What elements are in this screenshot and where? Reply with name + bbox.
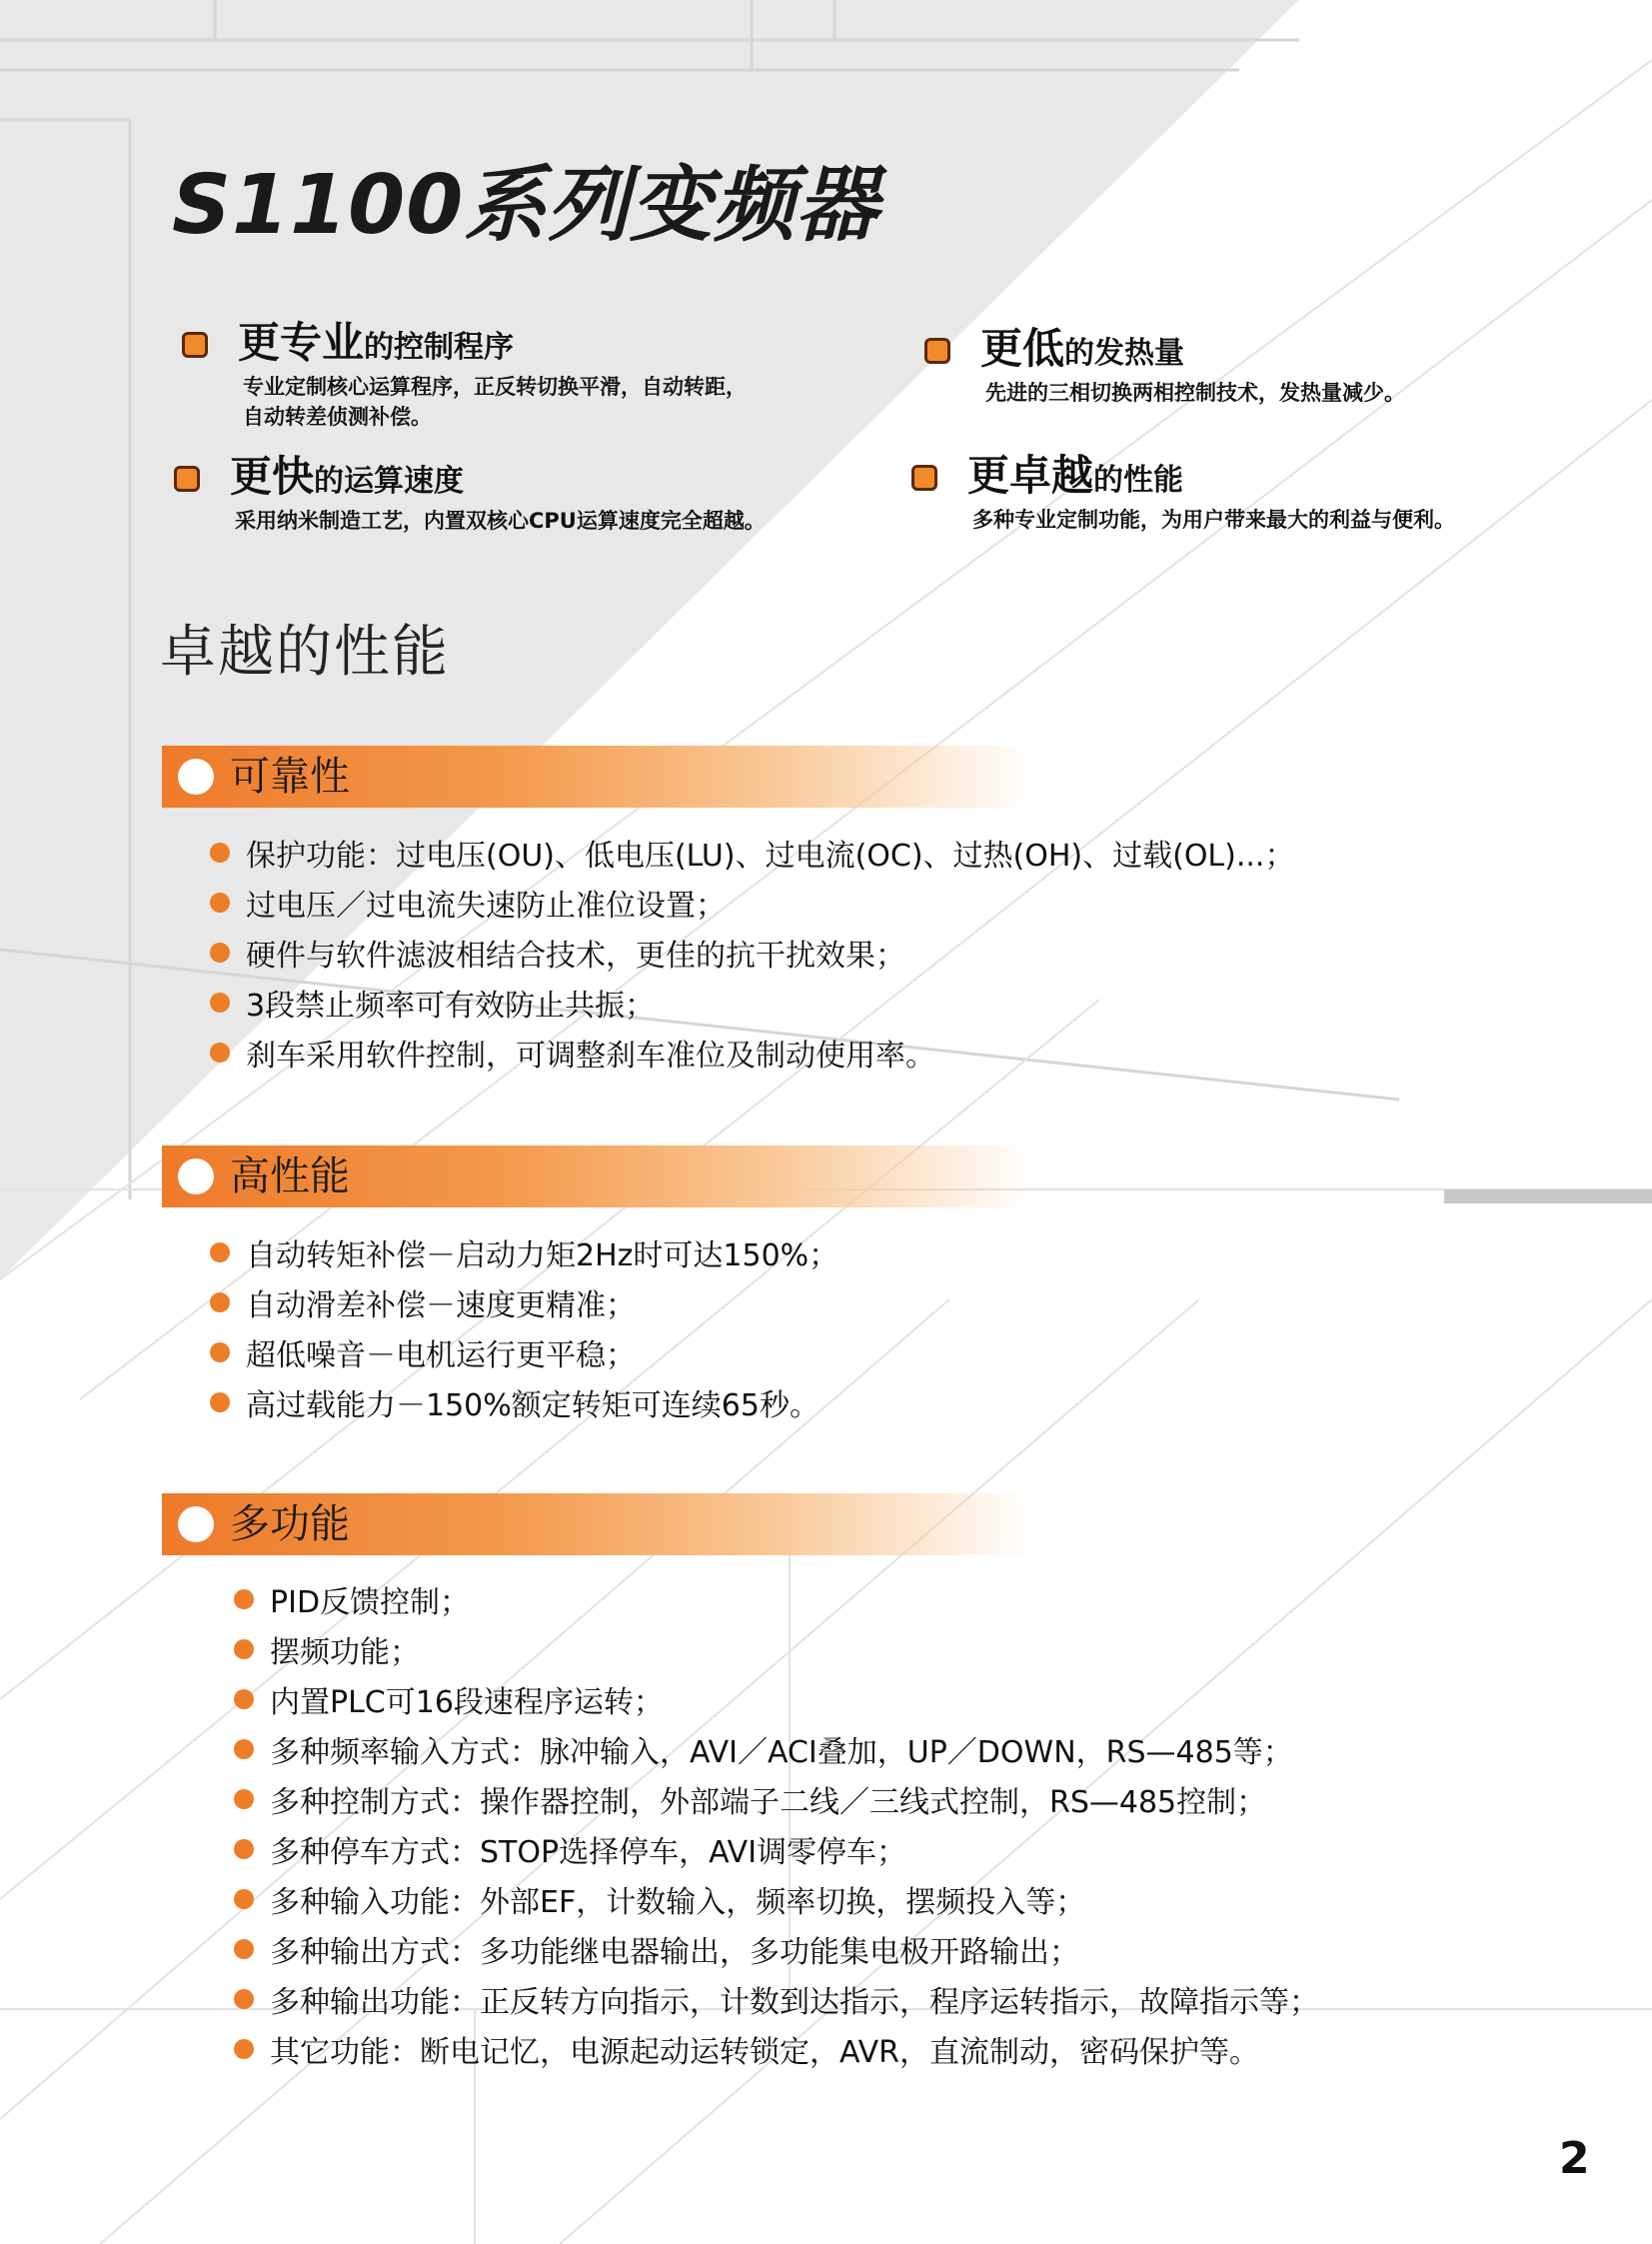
feature-emphasis: 更卓越 (967, 451, 1094, 500)
section-label: 高性能 (230, 1153, 350, 1199)
list-item-text: 刹车采用软件控制，可调整刹车准位及制动使用率。 (246, 1039, 935, 1074)
section-label: 多功能 (230, 1501, 350, 1547)
description-line: 采用纳米制造工艺，内置双核心CPU运算速度完全超越。 (235, 509, 766, 533)
square-bullet-icon (182, 332, 208, 358)
list-item (234, 1624, 1319, 1674)
section-band-reliability (162, 746, 1031, 808)
list-item-text: 超低噪音－电机运行更平稳； (246, 1338, 636, 1373)
list-item (210, 828, 1294, 878)
list-item-text: 摆频功能； (270, 1635, 420, 1670)
dot-bullet-icon (234, 2039, 254, 2059)
square-bullet-icon (911, 465, 937, 491)
list-item-text: 其它功能：断电记忆，电源起动运转锁定，AVR，直流制动，密码保护等。 (270, 2035, 1259, 2070)
feature-heading (911, 451, 1611, 500)
dot-bullet-icon (234, 1789, 254, 1809)
feature-description (972, 505, 1611, 535)
feature-professional (182, 318, 881, 432)
page-title: S1100系列变频器 (172, 158, 879, 253)
section-label: 可靠性 (230, 754, 350, 800)
list-item-text: 高过载能力－150%额定转矩可连续65秒。 (246, 1388, 820, 1423)
dot-bullet-icon (210, 843, 230, 863)
dot-bullet-icon (210, 1342, 230, 1362)
multifunction-list (234, 1574, 1319, 2074)
section-heading: 卓越的性能 (160, 620, 450, 685)
feature-description (243, 372, 881, 432)
feature-heading (924, 324, 1624, 373)
list-item (234, 1674, 1319, 1724)
dot-bullet-icon (234, 1739, 254, 1759)
list-item-text: 保护功能：过电压(OU)、低电压(LU)、过电流(OC)、过热(OH)、过载(OL)...； (246, 839, 1295, 874)
dot-bullet-icon (210, 943, 230, 963)
list-item-text: 硬件与软件滤波相结合技术，更佳的抗干扰效果； (246, 939, 905, 974)
list-item-text: PID反馈控制； (270, 1585, 471, 1620)
square-bullet-icon (174, 466, 200, 492)
feature-suffix: 的发热量 (1064, 336, 1185, 371)
dot-bullet-icon (234, 1589, 254, 1609)
dot-bullet-icon (210, 1242, 230, 1262)
list-item (234, 1574, 1319, 1624)
feature-suffix: 的性能 (1093, 463, 1184, 498)
list-item-text: 多种输出方式：多功能继电器输出，多功能集电极开路输出； (270, 1935, 1079, 1970)
list-item-text: 多种频率输入方式：脉冲输入，AVI／ACI叠加，UP／DOWN，RS—485等； (270, 1735, 1293, 1770)
dot-bullet-icon (234, 1639, 254, 1659)
feature-emphasis: 更专业 (238, 318, 365, 367)
dot-bullet-icon (234, 1689, 254, 1709)
list-item (210, 1277, 838, 1327)
feature-low-heat (924, 324, 1624, 408)
dot-bullet-icon (210, 893, 230, 913)
feature-description (985, 378, 1624, 408)
dot-bullet-icon (234, 1939, 254, 1959)
section-band-multifunction (162, 1493, 1031, 1555)
dot-bullet-icon (234, 1889, 254, 1909)
feature-description (235, 506, 873, 536)
list-item-text: 多种输出功能：正反转方向指示，计数到达指示，程序运转指示，故障指示等； (270, 1985, 1319, 2020)
list-item (210, 1028, 1294, 1078)
feature-heading (174, 452, 873, 501)
feature-emphasis: 更快 (230, 452, 315, 501)
circle-bullet-icon (178, 1506, 214, 1542)
dot-bullet-icon (210, 1392, 230, 1412)
dot-bullet-icon (210, 993, 230, 1013)
description-line: 先进的三相切换两相控制技术，发热量减少。 (985, 381, 1405, 405)
list-item (234, 1724, 1319, 1774)
feature-excellent (911, 451, 1611, 535)
list-item (234, 2024, 1319, 2074)
list-item-text: 自动滑差补偿－速度更精准； (246, 1288, 636, 1323)
reliability-list (210, 828, 1294, 1078)
list-item-text: 3段禁止频率可有效防止共振； (246, 989, 656, 1024)
list-item (210, 878, 1294, 928)
list-item-text: 过电压／过电流失速防止准位设置； (246, 889, 726, 924)
list-item (234, 1874, 1319, 1924)
square-bullet-icon (924, 338, 950, 364)
feature-fast-compute (174, 452, 873, 536)
dot-bullet-icon (210, 1043, 230, 1063)
page-number: 2 (1559, 2133, 1590, 2184)
circle-bullet-icon (178, 1158, 214, 1194)
list-item (234, 1974, 1319, 2024)
dot-bullet-icon (234, 1839, 254, 1859)
list-item (234, 1924, 1319, 1974)
list-item-text: 多种控制方式：操作器控制，外部端子二线／三线式控制，RS—485控制； (270, 1785, 1267, 1820)
dot-bullet-icon (234, 1989, 254, 2009)
list-item (210, 1327, 838, 1377)
list-item-text: 多种停车方式：STOP选择停车，AVI调零停车； (270, 1835, 907, 1870)
performance-list (210, 1227, 838, 1427)
feature-suffix: 的控制程序 (364, 330, 515, 365)
list-item-text: 自动转矩补偿－启动力矩2Hz时可达150%； (246, 1238, 839, 1273)
list-item (210, 928, 1294, 978)
dot-bullet-icon (210, 1292, 230, 1312)
feature-suffix: 的运算速度 (314, 464, 465, 499)
list-item-text: 多种输入功能：外部EF，计数输入，频率切换，摆频投入等； (270, 1885, 1086, 1920)
list-item (234, 1824, 1319, 1874)
list-item (210, 1227, 838, 1277)
feature-heading (182, 318, 881, 367)
feature-emphasis: 更低 (980, 324, 1065, 373)
list-item (210, 978, 1294, 1028)
list-item (210, 1377, 838, 1427)
list-item-text: 内置PLC可16段速程序运转； (270, 1685, 664, 1720)
section-band-performance (162, 1145, 1031, 1207)
description-line: 多种专业定制功能，为用户带来最大的利益与便利。 (972, 508, 1455, 532)
circle-bullet-icon (178, 759, 214, 795)
description-line: 专业定制核心运算程序，正反转切换平滑，自动转距， (243, 375, 747, 399)
list-item (234, 1774, 1319, 1824)
description-line: 自动转差侦测补偿。 (243, 405, 432, 429)
